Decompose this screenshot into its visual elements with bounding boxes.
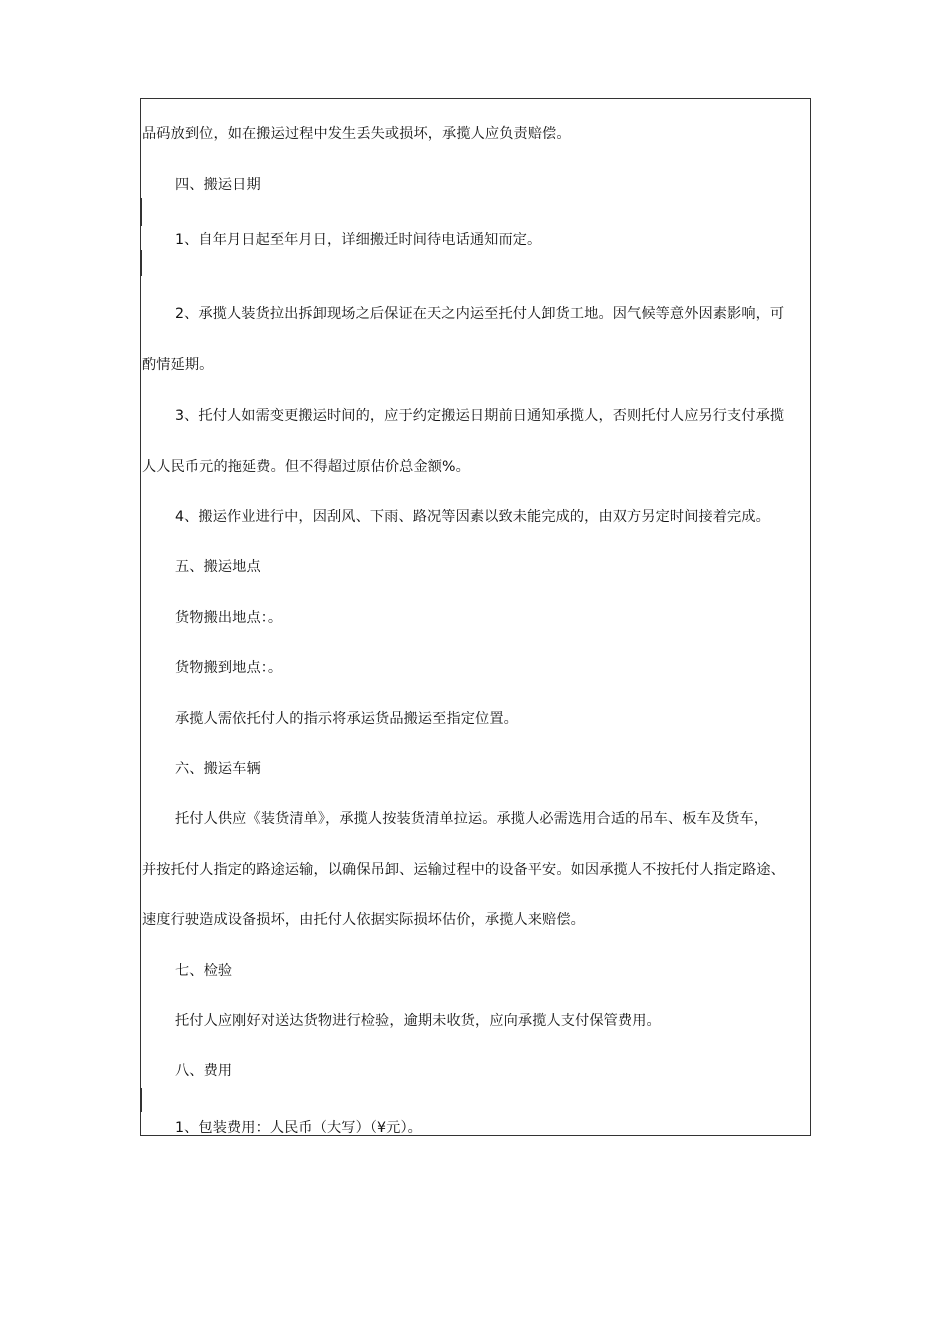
text-line: 4、搬运作业进行中，因刮风、下雨、路况等因素以致未能完成的，由双方另定时间接着完成。	[175, 509, 770, 525]
text-line: 托付人供应《装货清单》，承揽人按装货清单拉运。承揽人必需选用合适的吊车、板车及货车，	[175, 811, 768, 827]
text-line: 2、承揽人装货拉出拆卸现场之后保证在天之内运至托付人卸货工地。因气候等意外因素影响，可	[175, 306, 785, 322]
text-line: 并按托付人指定的路途运输，以确保吊卸、运输过程中的设备平安。如因承揽人不按托付人指定路途、	[142, 862, 785, 878]
text-line: 货物搬到地点：。	[175, 660, 283, 676]
text-line: 3、托付人如需变更搬运时间的，应于约定搬运日期前日通知承揽人，否则托付人应另行支付承揽	[175, 408, 785, 424]
text-line: 承揽人需依托付人的指示将承运货品搬运至指定位置。	[175, 711, 518, 727]
section-heading: 五、搬运地点	[175, 559, 261, 575]
text-line: 货物搬出地点：。	[175, 610, 283, 626]
text-line: 托付人应刚好对送达货物进行检验，逾期未收货，应向承揽人支付保管费用。	[175, 1013, 661, 1029]
section-heading: 四、搬运日期	[175, 177, 261, 193]
section-heading: 七、检验	[175, 963, 233, 979]
text-line: 人人民币元的拖延费。但不得超过原估价总金额%。	[142, 459, 470, 475]
left-edge-mark	[141, 1088, 142, 1112]
left-edge-mark	[141, 198, 142, 226]
text-line: 速度行驶造成设备损坏，由托付人依据实际损坏估价，承揽人来赔偿。	[142, 912, 585, 928]
left-edge-mark	[141, 250, 142, 276]
right-edge-mark	[810, 198, 811, 226]
right-edge-mark	[810, 250, 811, 276]
text-line: 酌情延期。	[142, 357, 214, 373]
section-heading: 八、费用	[175, 1063, 233, 1079]
text-line: 1、包装费用：人民币（大写）（¥元）。	[175, 1120, 422, 1136]
right-edge-mark	[810, 1088, 811, 1112]
section-heading: 六、搬运车辆	[175, 761, 261, 777]
text-line: 品码放到位，如在搬运过程中发生丢失或损坏，承揽人应负责赔偿。	[142, 126, 571, 142]
text-line: 1、自年月日起至年月日，详细搬迁时间待电话通知而定。	[175, 232, 542, 248]
